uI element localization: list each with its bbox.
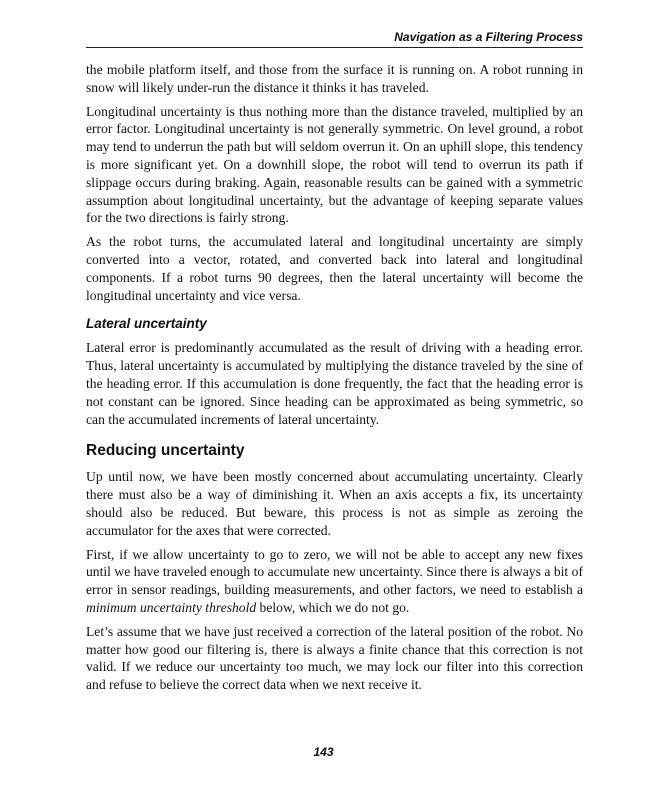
paragraph-7: Let’s assume that we have just received a correction of the lateral position of the robot. No matter how good our filtering is, there is always a finite chance that this correction is not valid. If we reduce our uncertainty too much, we may lock our filter into this correction and refuse to believe the correct data when we next receive it. (86, 623, 583, 693)
paragraph-2: Longitudinal uncertainty is thus nothing more than the distance traveled, multiplied by an error factor. Longitudinal uncertainty is not generally symmetric. On level ground, a robot may tend to underrun the path but will seldom overrun it. On an uphill slope, this tendency is more significant yet. On a downhill slope, the robot will tend to overrun its path if slippage occurs during braking. Again, reasonable results can be gained with a symmetric assumption about longitudinal uncertainty, but the advantage of keeping separate values for the two directions is fairly strong. (86, 103, 583, 226)
heading-lateral-uncertainty: Lateral uncertainty (86, 316, 207, 332)
paragraph-1: the mobile platform itself, and those from the surface it is running on. A robot running in snow will likely under-run the distance it thinks it has traveled. (86, 62, 583, 95)
paragraph-6-text-end: below, which we do not go. (256, 599, 410, 615)
paragraph-6 (86, 546, 583, 617)
paragraph-6-text-start: First, if we allow uncertainty to go to zero, we will not be able to accept any new fixes until we have traveled enough to accumulate new uncertainty. Since there is always a bit of error in sensor readings, building measurements, and other factors, we need to establish a (86, 546, 583, 598)
paragraph-6-emphasis: minimum uncertainty threshold (86, 599, 257, 615)
paragraph-4: Lateral error is predominantly accumulated as the result of driving with a heading error. Thus, lateral uncertainty is accumulated by multiplying the distance traveled by the sine of the heading error. If this accumulation is done frequently, the fact that the heading error is not constant can be ignored. Since heading can be approximated as being symmetric, so can the accumulated increments of lateral uncertainty. (86, 340, 583, 427)
paragraph-5: Up until now, we have been mostly concerned about accumulating uncertainty. Clearly there must also be a way of diminishing it. When an axis accepts a fix, its uncertainty should also be reduced. But beware, this process is not as simple as zeroing the accumulator for the axes that were corrected. (86, 469, 583, 538)
header-rule (86, 47, 583, 48)
running-header-title: Navigation as a Filtering Process (394, 30, 583, 44)
page-body (86, 61, 583, 700)
heading-reducing-uncertainty: Reducing uncertainty (86, 442, 245, 460)
page-number: 143 (313, 745, 334, 759)
paragraph-3: As the robot turns, the accumulated lateral and longitudinal uncertainty are simply converted into a vector, rotated, and converted back into lateral and longitudinal components. If a robot turns 90 degrees, then the lateral uncertainty will become the longitudinal uncertainty and vice versa. (86, 234, 583, 303)
